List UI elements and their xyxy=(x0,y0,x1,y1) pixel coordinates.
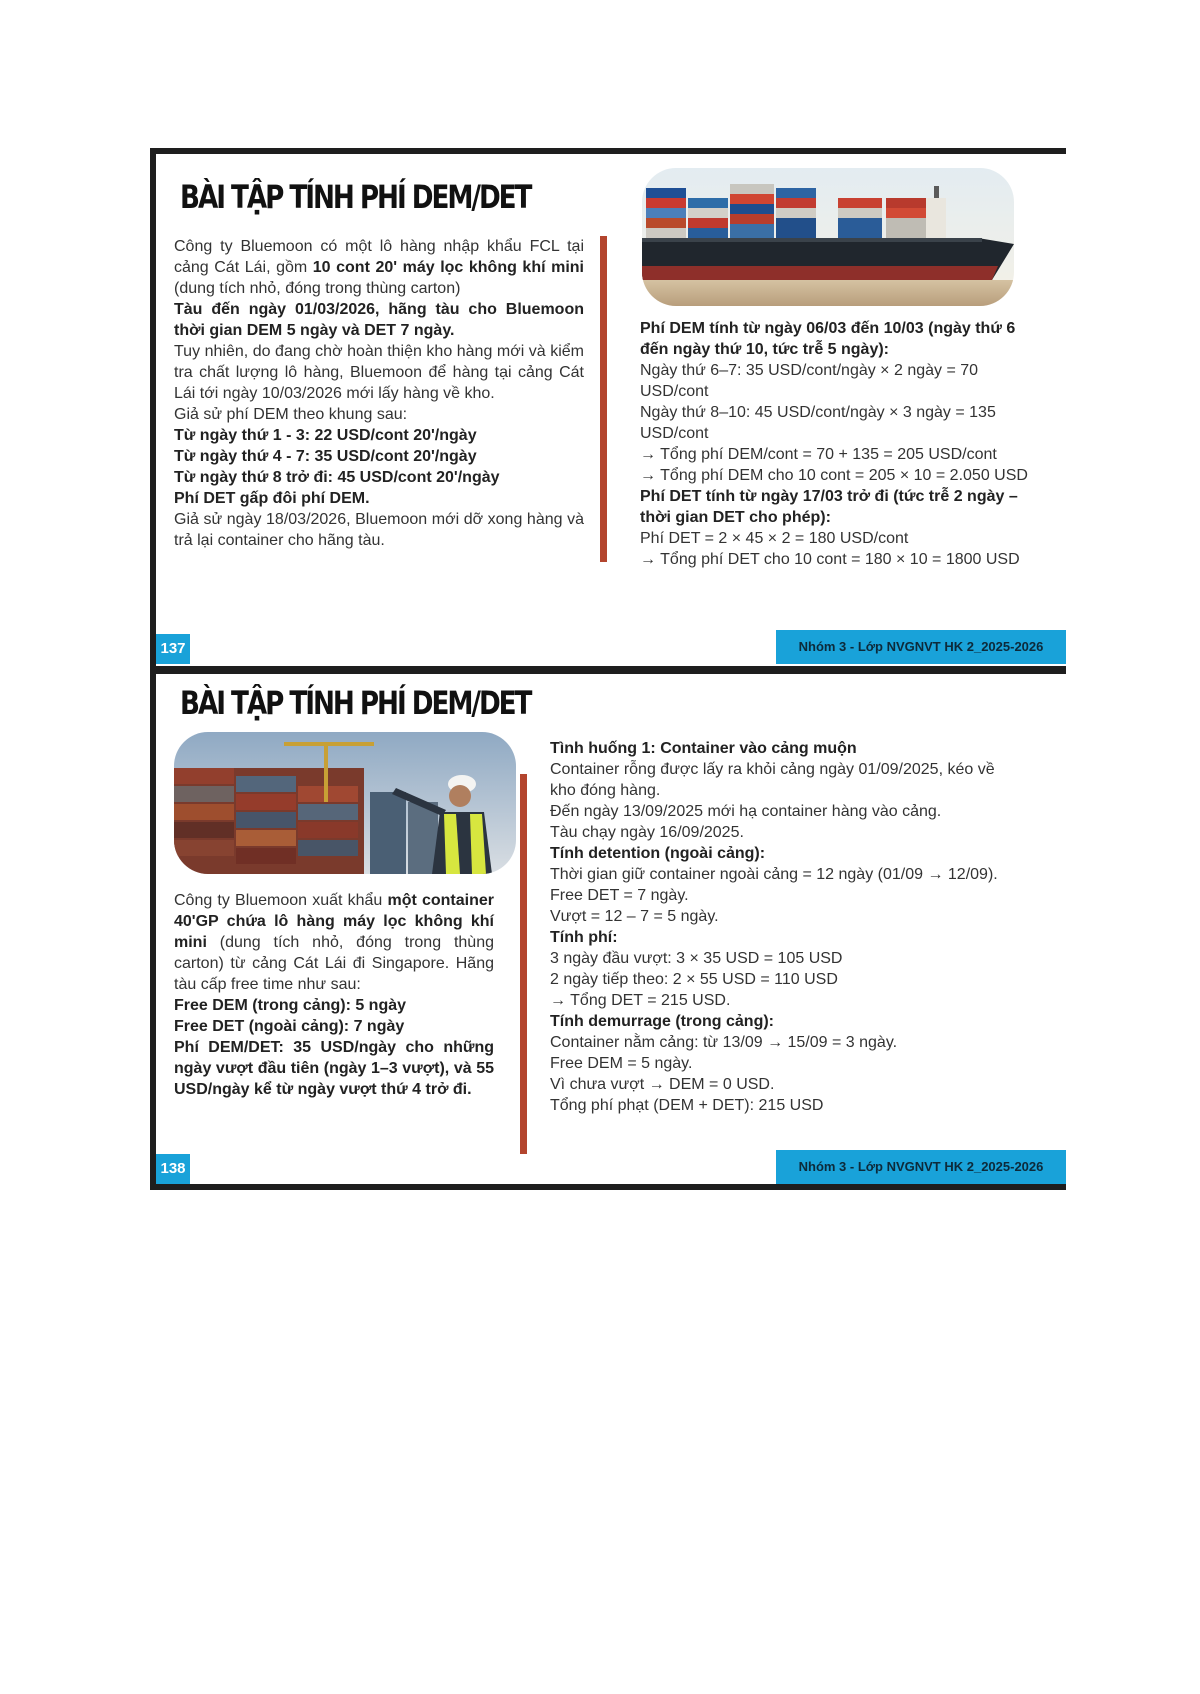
paragraph: Phí DET gấp đôi phí DEM. xyxy=(174,490,370,507)
text-run: (dung tích nhỏ, đóng trong thùng carton) xyxy=(174,280,461,297)
case-heading: Tình huống 1: Container vào cảng muộn xyxy=(550,740,857,757)
fee-tier: Từ ngày thứ 4 - 7: 35 USD/cont 20'/ngày xyxy=(174,448,477,465)
paragraph: Giả sử phí DEM theo khung sau: xyxy=(174,406,408,423)
footer-label: Nhóm 3 - Lớp NVGNVT HK 2_2025-2026 xyxy=(776,1150,1066,1184)
slide-page-138 xyxy=(150,666,1066,1190)
case-line: Container rỗng được lấy ra khỏi cảng ngày 01/09/2025, kéo về kho đóng hàng. xyxy=(550,761,995,799)
case-heading: Tính detention (ngoài cảng): xyxy=(550,845,766,862)
solution-line: Ngày thứ 8–10: 45 USD/cont/ngày × 3 ngày = 135 USD/cont xyxy=(640,404,996,442)
paragraph: Giả sử ngày 18/03/2026, Bluemoon mới dỡ xong hàng và trả lại container cho hãng tàu. xyxy=(174,511,584,549)
case-line: Container nằm cảng: từ 13/09 → 15/09 = 3 ngày. xyxy=(550,1034,898,1051)
page-number: 138 xyxy=(156,1154,190,1184)
solution-line: → Tổng phí DET cho 10 cont = 180 × 10 = 1800 USD xyxy=(640,551,1020,568)
slide-page-137 xyxy=(150,148,1066,666)
solution-line: Phí DET = 2 × 45 × 2 = 180 USD/cont xyxy=(640,530,909,547)
case-line: Tổng phí phạt (DEM + DET): 215 USD xyxy=(550,1097,824,1114)
footer-label: Nhóm 3 - Lớp NVGNVT HK 2_2025-2026 xyxy=(776,630,1066,664)
fee-tier: Từ ngày thứ 8 trở đi: 45 USD/cont 20'/ngày xyxy=(174,469,500,486)
case-solution xyxy=(550,738,998,1116)
solution-line: → Tổng phí DEM/cont = 70 + 135 = 205 USD/cont xyxy=(640,446,997,463)
problem-description xyxy=(174,236,584,551)
case-line: 3 ngày đầu vượt: 3 × 35 USD = 105 USD xyxy=(550,950,843,967)
paragraph xyxy=(174,890,494,995)
fee-rule: Phí DEM/DET: 35 USD/ngày cho những ngày vượt đầu tiên (ngày 1–3 vượt), và 55 USD/ngày kể từ ngày vượt thứ 4 trở đi. xyxy=(174,1039,494,1098)
slide-title: BÀI TẬP TÍNH PHÍ DEM/DET xyxy=(180,684,531,722)
solution-heading: Phí DEM tính từ ngày 06/03 đến 10/03 (ngày thứ 6 đến ngày thứ 10, tức trễ 5 ngày): xyxy=(640,320,1016,358)
cargo-ship-image xyxy=(642,168,1014,306)
case-line: 2 ngày tiếp theo: 2 × 55 USD = 110 USD xyxy=(550,971,838,988)
case-line: Thời gian giữ container ngoài cảng = 12 ngày (01/09 → 12/09). xyxy=(550,866,998,883)
port-inspector-image xyxy=(174,732,516,874)
free-time-line: Free DEM (trong cảng): 5 ngày xyxy=(174,997,407,1014)
paragraph: Tuy nhiên, do đang chờ hoàn thiện kho hàng mới và kiểm tra chất lượng lô hàng, Bluemoon để hàng tại cảng Cát Lái tới ngày 10/03/2026 mới lấy hàng về kho. xyxy=(174,343,584,402)
divider-bar xyxy=(520,774,527,1154)
solution-heading: Phí DET tính từ ngày 17/03 trở đi (tức trễ 2 ngày – thời gian DET cho phép): xyxy=(640,488,1018,526)
divider-bar xyxy=(600,236,607,562)
container-port-illustration xyxy=(174,732,516,874)
case-line: Vượt = 12 – 7 = 5 ngày. xyxy=(550,908,719,925)
cargo-ship-illustration xyxy=(642,168,1014,306)
export-scenario xyxy=(174,890,494,1100)
text-run-bold: một container 40'GP chứa lô hàng máy lọc không khí mini xyxy=(174,892,495,951)
solution-line: → Tổng phí DEM cho 10 cont = 205 × 10 = 2.050 USD xyxy=(640,467,1028,484)
slide-title: BÀI TẬP TÍNH PHÍ DEM/DET xyxy=(180,178,531,216)
case-line: Free DEM = 5 ngày. xyxy=(550,1055,693,1072)
case-line: Free DET = 7 ngày. xyxy=(550,887,689,904)
free-time-line: Free DET (ngoài cảng): 7 ngày xyxy=(174,1018,405,1035)
paragraph xyxy=(174,236,584,299)
solution-line: Ngày thứ 6–7: 35 USD/cont/ngày × 2 ngày = 70 USD/cont xyxy=(640,362,979,400)
text-run: (dung tích nhỏ, đóng trong thùng carton) từ cảng Cát Lái đi Singapore. Hãng tàu cấp free time như sau: xyxy=(174,934,494,993)
text-run: Công ty Bluemoon có một lô hàng nhập khẩu FCL tại cảng Cát Lái, gồm xyxy=(174,238,584,276)
fee-tier: Từ ngày thứ 1 - 3: 22 USD/cont 20'/ngày xyxy=(174,427,477,444)
case-line: Đến ngày 13/09/2025 mới hạ container hàng vào cảng. xyxy=(550,803,942,820)
case-heading: Tính demurrage (trong cảng): xyxy=(550,1013,774,1030)
case-line: Vì chưa vượt → DEM = 0 USD. xyxy=(550,1076,775,1093)
text-run: Công ty Bluemoon xuất khẩu xyxy=(174,892,388,909)
paragraph: Tàu đến ngày 01/03/2026, hãng tàu cho Bluemoon thời gian DEM 5 ngày và DET 7 ngày. xyxy=(174,301,584,339)
case-heading: Tính phí: xyxy=(550,929,618,946)
text-run-bold: 10 cont 20' máy lọc không khí mini xyxy=(312,259,585,276)
page-number: 137 xyxy=(156,634,190,664)
case-line: Tàu chạy ngày 16/09/2025. xyxy=(550,824,744,841)
solution-block xyxy=(640,318,1040,570)
case-line: → Tổng DET = 215 USD. xyxy=(550,992,731,1009)
